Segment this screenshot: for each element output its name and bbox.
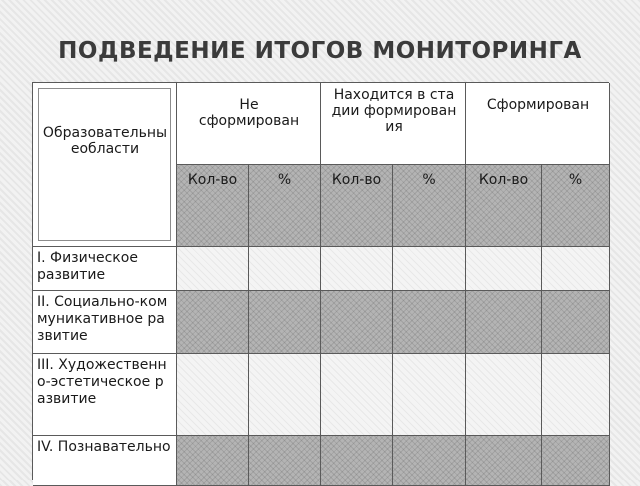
table-cell xyxy=(393,291,466,354)
subheader-count-in-progress xyxy=(321,165,393,247)
table-cell xyxy=(466,247,542,291)
table-cell xyxy=(466,291,542,354)
table-cell xyxy=(393,436,466,486)
subheader-label: % xyxy=(277,172,292,188)
subheader-label: Кол-во xyxy=(478,172,529,188)
group-header-not-formed xyxy=(177,83,321,165)
table-cell xyxy=(393,247,466,291)
subheader-percent-not-formed xyxy=(249,165,321,247)
table-cell xyxy=(177,354,249,436)
table-cell xyxy=(542,354,610,436)
row-label-text: IV. Познавательно xyxy=(37,439,171,455)
corner-header-text: Образовательныеобласти xyxy=(42,125,168,157)
row-label-cognitive xyxy=(33,436,177,486)
subheader-count-formed xyxy=(466,165,542,247)
table-cell xyxy=(249,354,321,436)
row-label-social xyxy=(33,291,177,354)
subheader-label: Кол-во xyxy=(187,172,238,188)
row-label-text: I. Физическое развитие xyxy=(37,250,138,283)
table-cell xyxy=(321,354,393,436)
row-label-physical xyxy=(33,247,177,291)
subheader-percent-formed xyxy=(542,165,610,247)
table-cell xyxy=(466,436,542,486)
table-cell xyxy=(177,436,249,486)
table-cell xyxy=(177,247,249,291)
table-cell xyxy=(393,354,466,436)
subheader-label: % xyxy=(422,172,436,188)
table-cell xyxy=(321,247,393,291)
page-title: ПОДВЕДЕНИЕ ИТОГОВ МОНИТОРИНГА xyxy=(58,38,582,64)
row-label-text: III. Художественно-эстетическое развитие xyxy=(37,357,167,407)
table-cell xyxy=(542,247,610,291)
table-cell xyxy=(542,436,610,486)
group-header-formed xyxy=(466,83,610,165)
row-label-text: II. Социально-коммуникативное развитие xyxy=(37,294,168,344)
subheader-count-not-formed xyxy=(177,165,249,247)
table-cell xyxy=(542,291,610,354)
group-header-label: Сформирован xyxy=(486,97,590,113)
table-cell xyxy=(249,291,321,354)
table-cell xyxy=(249,436,321,486)
corner-header-cell xyxy=(33,83,177,247)
monitoring-results-table xyxy=(32,82,609,480)
subheader-label: Кол-во xyxy=(331,172,382,188)
group-header-label: Находится в стадии формирования xyxy=(331,87,457,135)
group-header-label: Не сформирован xyxy=(198,97,300,129)
group-header-in-progress xyxy=(321,83,466,165)
table-cell xyxy=(321,436,393,486)
row-label-artistic xyxy=(33,354,177,436)
subheader-percent-in-progress xyxy=(393,165,466,247)
table-cell xyxy=(466,354,542,436)
table-cell xyxy=(177,291,249,354)
subheader-label: % xyxy=(568,172,583,188)
table-cell xyxy=(321,291,393,354)
table-cell xyxy=(249,247,321,291)
